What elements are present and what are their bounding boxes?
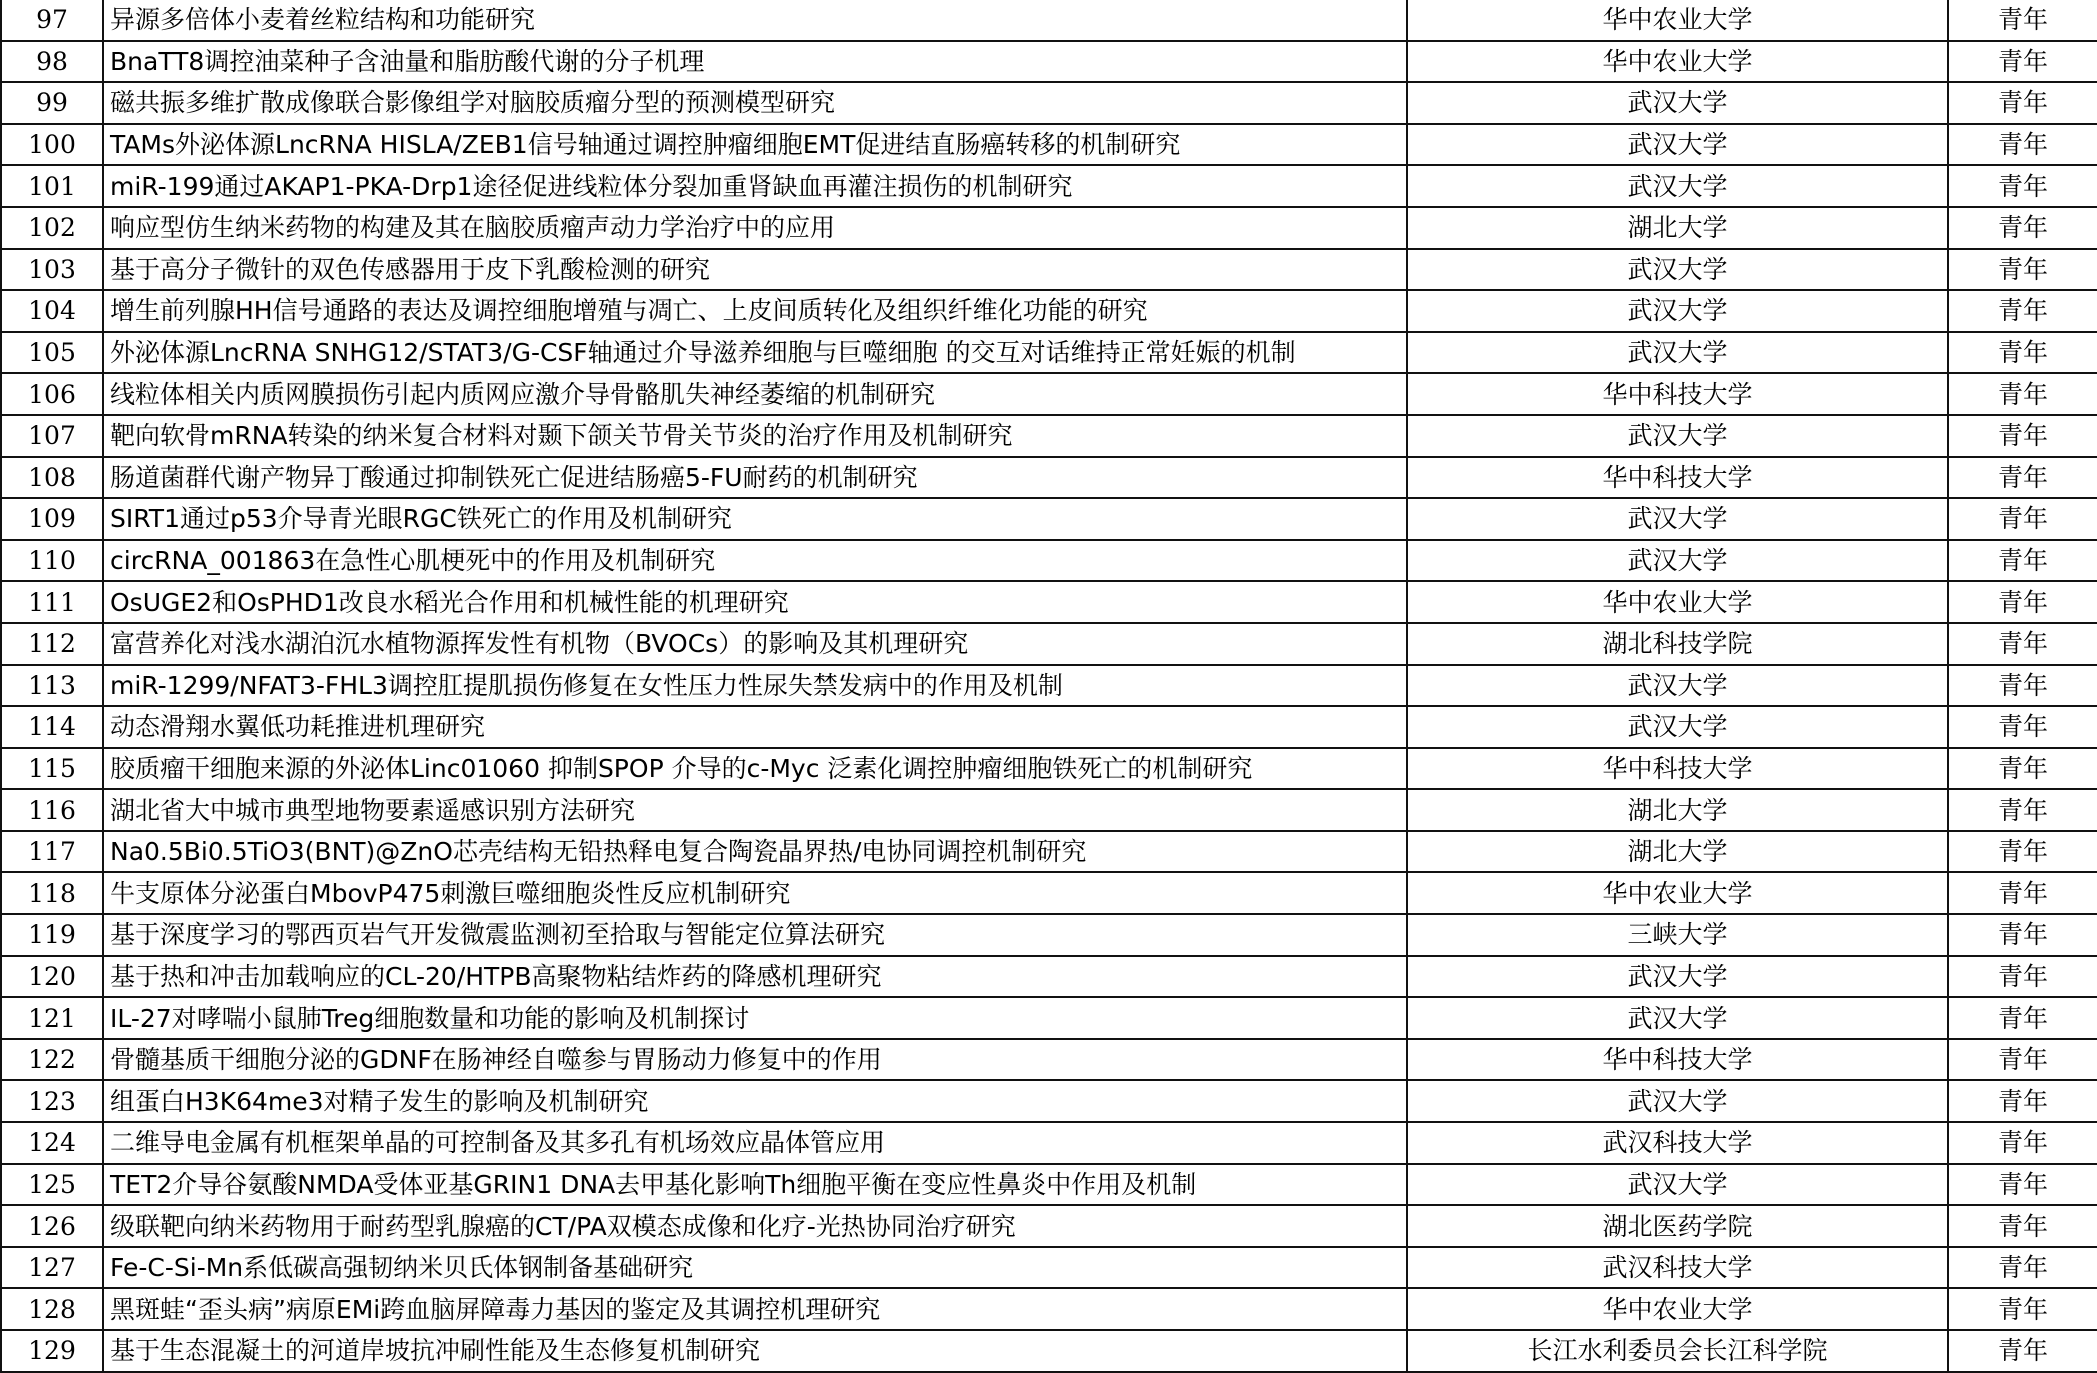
institution-cell: 湖北大学 xyxy=(1407,207,1948,249)
project-type-cell: 青年 xyxy=(1948,415,2097,457)
institution-cell: 武汉大学 xyxy=(1407,82,1948,124)
table-row xyxy=(1,1288,2097,1330)
table-row xyxy=(1,748,2097,790)
project-title-cell: 异源多倍体小麦着丝粒结构和功能研究 xyxy=(103,0,1407,41)
row-number-cell: 114 xyxy=(1,706,103,748)
project-title-cell: 响应型仿生纳米药物的构建及其在脑胶质瘤声动力学治疗中的应用 xyxy=(103,207,1407,249)
project-type-cell: 青年 xyxy=(1948,914,2097,956)
project-title-cell: IL-27对哮喘小鼠肺Treg细胞数量和功能的影响及机制探讨 xyxy=(103,997,1407,1039)
table-row xyxy=(1,581,2097,623)
project-type-cell: 青年 xyxy=(1948,373,2097,415)
project-type-cell: 青年 xyxy=(1948,290,2097,332)
institution-cell: 湖北大学 xyxy=(1407,789,1948,831)
project-title-cell: 靶向软骨mRNA转染的纳米复合材料对颞下颌关节骨关节炎的治疗作用及机制研究 xyxy=(103,415,1407,457)
institution-cell: 湖北大学 xyxy=(1407,831,1948,873)
row-number-cell: 108 xyxy=(1,457,103,499)
institution-cell: 武汉大学 xyxy=(1407,997,1948,1039)
row-number-cell: 99 xyxy=(1,82,103,124)
row-number-cell: 119 xyxy=(1,914,103,956)
project-type-cell: 青年 xyxy=(1948,207,2097,249)
institution-cell: 三峡大学 xyxy=(1407,914,1948,956)
table-row xyxy=(1,415,2097,457)
row-number-cell: 124 xyxy=(1,1122,103,1164)
institution-cell: 武汉大学 xyxy=(1407,706,1948,748)
table-row xyxy=(1,82,2097,124)
project-type-cell: 青年 xyxy=(1948,457,2097,499)
project-title-cell: miR-1299/NFAT3-FHL3调控肛提肌损伤修复在女性压力性尿失禁发病中的作用及机制 xyxy=(103,665,1407,707)
institution-cell: 华中农业大学 xyxy=(1407,0,1948,41)
row-number-cell: 102 xyxy=(1,207,103,249)
project-type-cell: 青年 xyxy=(1948,1205,2097,1247)
project-type-cell: 青年 xyxy=(1948,872,2097,914)
row-number-cell: 120 xyxy=(1,956,103,998)
project-title-cell: 胶质瘤干细胞来源的外泌体Linc01060 抑制SPOP 介导的c-Myc 泛素化调控肿瘤细胞铁死亡的机制研究 xyxy=(103,748,1407,790)
project-type-cell: 青年 xyxy=(1948,997,2097,1039)
project-title-cell: 富营养化对浅水湖泊沉水植物源挥发性有机物（BVOCs）的影响及其机理研究 xyxy=(103,623,1407,665)
project-type-cell: 青年 xyxy=(1948,0,2097,41)
project-type-cell: 青年 xyxy=(1948,789,2097,831)
institution-cell: 华中科技大学 xyxy=(1407,373,1948,415)
row-number-cell: 113 xyxy=(1,665,103,707)
project-title-cell: TAMs外泌体源LncRNA HISLA/ZEB1信号轴通过调控肿瘤细胞EMT促进结直肠癌转移的机制研究 xyxy=(103,124,1407,166)
row-number-cell: 103 xyxy=(1,249,103,291)
table-row xyxy=(1,0,2097,41)
institution-cell: 华中农业大学 xyxy=(1407,1288,1948,1330)
table-row xyxy=(1,1330,2097,1372)
row-number-cell: 115 xyxy=(1,748,103,790)
institution-cell: 长江水利委员会长江科学院 xyxy=(1407,1330,1948,1372)
table-row xyxy=(1,457,2097,499)
institution-cell: 武汉大学 xyxy=(1407,290,1948,332)
project-title-cell: 基于热和冲击加载响应的CL-20/HTPB高聚物粘结炸药的降感机理研究 xyxy=(103,956,1407,998)
project-type-cell: 青年 xyxy=(1948,249,2097,291)
institution-cell: 武汉大学 xyxy=(1407,415,1948,457)
institution-cell: 湖北医药学院 xyxy=(1407,1205,1948,1247)
row-number-cell: 121 xyxy=(1,997,103,1039)
institution-cell: 武汉大学 xyxy=(1407,1164,1948,1206)
row-number-cell: 125 xyxy=(1,1164,103,1206)
project-title-cell: 外泌体源LncRNA SNHG12/STAT3/G-CSF轴通过介导滋养细胞与巨噬细胞 的交互对话维持正常妊娠的机制 xyxy=(103,332,1407,374)
project-title-cell: 肠道菌群代谢产物异丁酸通过抑制铁死亡促进结肠癌5-FU耐药的机制研究 xyxy=(103,457,1407,499)
project-title-cell: 牛支原体分泌蛋白MbovP475刺激巨噬细胞炎性反应机制研究 xyxy=(103,872,1407,914)
project-type-cell: 青年 xyxy=(1948,1330,2097,1372)
institution-cell: 武汉大学 xyxy=(1407,540,1948,582)
table-row xyxy=(1,1080,2097,1122)
table-row xyxy=(1,332,2097,374)
row-number-cell: 98 xyxy=(1,41,103,83)
project-title-cell: 骨髓基质干细胞分泌的GDNF在肠神经自噬参与胃肠动力修复中的作用 xyxy=(103,1039,1407,1081)
table-row xyxy=(1,665,2097,707)
project-title-cell: Fe-C-Si-Mn系低碳高强韧纳米贝氏体钢制备基础研究 xyxy=(103,1247,1407,1289)
institution-cell: 武汉大学 xyxy=(1407,165,1948,207)
project-type-cell: 青年 xyxy=(1948,41,2097,83)
institution-cell: 华中农业大学 xyxy=(1407,872,1948,914)
project-title-cell: 基于生态混凝土的河道岸坡抗冲刷性能及生态修复机制研究 xyxy=(103,1330,1407,1372)
institution-cell: 华中农业大学 xyxy=(1407,41,1948,83)
project-title-cell: Na0.5Bi0.5TiO3(BNT)@ZnO芯壳结构无铅热释电复合陶瓷晶界热/电协同调控机制研究 xyxy=(103,831,1407,873)
project-type-cell: 青年 xyxy=(1948,623,2097,665)
table-row xyxy=(1,207,2097,249)
institution-cell: 华中科技大学 xyxy=(1407,748,1948,790)
table-row xyxy=(1,41,2097,83)
table-row xyxy=(1,831,2097,873)
project-title-cell: circRNA_001863在急性心肌梗死中的作用及机制研究 xyxy=(103,540,1407,582)
row-number-cell: 116 xyxy=(1,789,103,831)
project-type-cell: 青年 xyxy=(1948,540,2097,582)
row-number-cell: 122 xyxy=(1,1039,103,1081)
row-number-cell: 104 xyxy=(1,290,103,332)
institution-cell: 武汉大学 xyxy=(1407,332,1948,374)
table-row xyxy=(1,1164,2097,1206)
row-number-cell: 101 xyxy=(1,165,103,207)
row-number-cell: 106 xyxy=(1,373,103,415)
project-type-cell: 青年 xyxy=(1948,1288,2097,1330)
row-number-cell: 97 xyxy=(1,0,103,41)
project-type-cell: 青年 xyxy=(1948,831,2097,873)
institution-cell: 华中科技大学 xyxy=(1407,1039,1948,1081)
table-row xyxy=(1,540,2097,582)
row-number-cell: 110 xyxy=(1,540,103,582)
institution-cell: 湖北科技学院 xyxy=(1407,623,1948,665)
table-row xyxy=(1,956,2097,998)
institution-cell: 武汉大学 xyxy=(1407,1080,1948,1122)
institution-cell: 武汉大学 xyxy=(1407,665,1948,707)
table-row xyxy=(1,498,2097,540)
table-row xyxy=(1,1205,2097,1247)
row-number-cell: 100 xyxy=(1,124,103,166)
institution-cell: 武汉科技大学 xyxy=(1407,1122,1948,1164)
institution-cell: 武汉大学 xyxy=(1407,249,1948,291)
project-type-cell: 青年 xyxy=(1948,498,2097,540)
table-row xyxy=(1,1247,2097,1289)
table-row xyxy=(1,165,2097,207)
table-row xyxy=(1,249,2097,291)
project-type-cell: 青年 xyxy=(1948,706,2097,748)
table-row xyxy=(1,914,2097,956)
project-type-cell: 青年 xyxy=(1948,1122,2097,1164)
project-title-cell: 二维导电金属有机框架单晶的可控制备及其多孔有机场效应晶体管应用 xyxy=(103,1122,1407,1164)
institution-cell: 武汉大学 xyxy=(1407,124,1948,166)
institution-cell: 华中农业大学 xyxy=(1407,581,1948,623)
row-number-cell: 118 xyxy=(1,872,103,914)
row-number-cell: 111 xyxy=(1,581,103,623)
row-number-cell: 117 xyxy=(1,831,103,873)
table-row xyxy=(1,1039,2097,1081)
table-row xyxy=(1,706,2097,748)
project-type-cell: 青年 xyxy=(1948,1247,2097,1289)
project-title-cell: 湖北省大中城市典型地物要素遥感识别方法研究 xyxy=(103,789,1407,831)
project-type-cell: 青年 xyxy=(1948,82,2097,124)
table-row xyxy=(1,124,2097,166)
institution-cell: 武汉大学 xyxy=(1407,956,1948,998)
project-title-cell: BnaTT8调控油菜种子含油量和脂肪酸代谢的分子机理 xyxy=(103,41,1407,83)
row-number-cell: 128 xyxy=(1,1288,103,1330)
row-number-cell: 126 xyxy=(1,1205,103,1247)
project-title-cell: TET2介导谷氨酸NMDA受体亚基GRIN1 DNA去甲基化影响Th细胞平衡在变应性鼻炎中作用及机制 xyxy=(103,1164,1407,1206)
table-row xyxy=(1,373,2097,415)
row-number-cell: 129 xyxy=(1,1330,103,1372)
table-row xyxy=(1,290,2097,332)
project-title-cell: 组蛋白H3K64me3对精子发生的影响及机制研究 xyxy=(103,1080,1407,1122)
table-row xyxy=(1,623,2097,665)
project-type-cell: 青年 xyxy=(1948,1164,2097,1206)
row-number-cell: 105 xyxy=(1,332,103,374)
project-title-cell: 磁共振多维扩散成像联合影像组学对脑胶质瘤分型的预测模型研究 xyxy=(103,82,1407,124)
project-title-cell: miR-199通过AKAP1-PKA-Drp1途径促进线粒体分裂加重肾缺血再灌注损伤的机制研究 xyxy=(103,165,1407,207)
project-type-cell: 青年 xyxy=(1948,124,2097,166)
institution-cell: 武汉科技大学 xyxy=(1407,1247,1948,1289)
project-type-cell: 青年 xyxy=(1948,748,2097,790)
institution-cell: 华中科技大学 xyxy=(1407,457,1948,499)
project-type-cell: 青年 xyxy=(1948,332,2097,374)
project-table-body xyxy=(1,0,2097,1372)
project-title-cell: 级联靶向纳米药物用于耐药型乳腺癌的CT/PA双模态成像和化疗-光热协同治疗研究 xyxy=(103,1205,1407,1247)
project-title-cell: SIRT1通过p53介导青光眼RGC铁死亡的作用及机制研究 xyxy=(103,498,1407,540)
row-number-cell: 123 xyxy=(1,1080,103,1122)
row-number-cell: 107 xyxy=(1,415,103,457)
project-title-cell: OsUGE2和OsPHD1改良水稻光合作用和机械性能的机理研究 xyxy=(103,581,1407,623)
project-title-cell: 线粒体相关内质网膜损伤引起内质网应激介导骨骼肌失神经萎缩的机制研究 xyxy=(103,373,1407,415)
table-row xyxy=(1,789,2097,831)
row-number-cell: 112 xyxy=(1,623,103,665)
row-number-cell: 127 xyxy=(1,1247,103,1289)
row-number-cell: 109 xyxy=(1,498,103,540)
project-type-cell: 青年 xyxy=(1948,665,2097,707)
project-type-cell: 青年 xyxy=(1948,956,2097,998)
project-title-cell: 黑斑蛙“歪头病”病原EMi跨血脑屏障毒力基因的鉴定及其调控机理研究 xyxy=(103,1288,1407,1330)
table-row xyxy=(1,997,2097,1039)
project-type-cell: 青年 xyxy=(1948,1039,2097,1081)
project-type-cell: 青年 xyxy=(1948,581,2097,623)
project-type-cell: 青年 xyxy=(1948,165,2097,207)
project-title-cell: 增生前列腺HH信号通路的表达及调控细胞增殖与凋亡、上皮间质转化及组织纤维化功能的研究 xyxy=(103,290,1407,332)
table-row xyxy=(1,872,2097,914)
project-title-cell: 基于高分子微针的双色传感器用于皮下乳酸检测的研究 xyxy=(103,249,1407,291)
institution-cell: 武汉大学 xyxy=(1407,498,1948,540)
project-title-cell: 基于深度学习的鄂西页岩气开发微震监测初至拾取与智能定位算法研究 xyxy=(103,914,1407,956)
project-type-cell: 青年 xyxy=(1948,1080,2097,1122)
project-title-cell: 动态滑翔水翼低功耗推进机理研究 xyxy=(103,706,1407,748)
table-row xyxy=(1,1122,2097,1164)
